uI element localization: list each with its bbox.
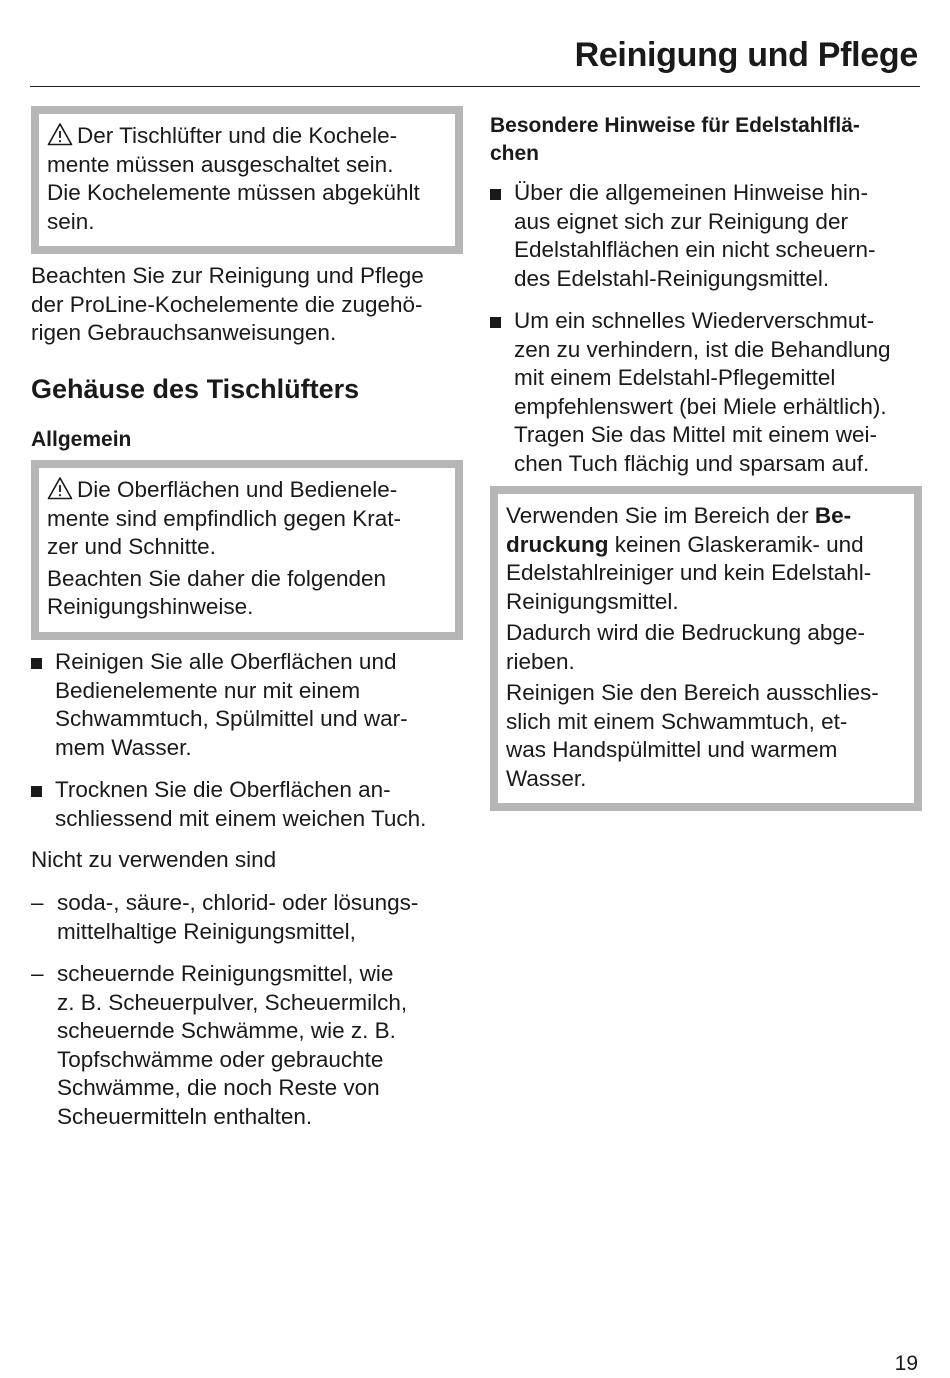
list-line: mit einem Edelstahl-Pflegemittel [514, 365, 836, 390]
list-line: Bedienelemente nur mit einem [55, 677, 361, 703]
page-title: Reinigung und Pflege [574, 36, 918, 74]
intro-line: Beachten Sie zur Reinigung und Pflege [31, 263, 424, 288]
note-text [506, 619, 906, 676]
list-line: empfehlenswert (bei Miele erhältlich). [514, 393, 887, 419]
list-item [490, 307, 922, 478]
list-line: aus eignet sich zur Reinigung der [514, 208, 848, 234]
sub-title: Allgemein [31, 428, 132, 451]
list-item [490, 179, 922, 293]
warning-line: Die Kochelemente müssen abgekühlt [47, 180, 420, 205]
list-line: scheuernde Reinigungsmittel, wie [57, 961, 394, 986]
warning-triangle-icon [47, 476, 73, 500]
note-line: Reinigen Sie den Bereich ausschlies- [506, 680, 879, 705]
list-line: Edelstahlflächen ein nicht scheuern- [514, 237, 876, 262]
list-line: scheuernde Schwämme, wie z. B. [57, 1018, 396, 1043]
list-line: Scheuermitteln enthalten. [57, 1103, 313, 1129]
warning-box-switch-off [31, 106, 463, 254]
cleaning-bullet-list [31, 648, 463, 833]
list-line: Tragen Sie das Mittel mit einem wei- [514, 422, 878, 447]
warning-text [47, 476, 447, 562]
note-line: slich mit einem Schwammtuch, et- [506, 708, 848, 734]
warning-line: Beachten Sie daher die folgenden [47, 565, 387, 591]
list-line: soda-, säure-, chlorid- oder lösungs- [57, 890, 419, 915]
list-item [31, 776, 463, 833]
warning-line: Die Oberflächen und Bedienele- [77, 477, 398, 502]
list-line: mittelhaltige Reinigungsmittel, [57, 918, 356, 944]
warning-line: sein. [47, 208, 95, 234]
heading-line: Besondere Hinweise für Edelstahlflä- [490, 114, 860, 137]
list-item [31, 960, 463, 1131]
list-line: Schwammtuch, Spülmittel und war- [55, 706, 408, 731]
list-line: Reinigen Sie alle Oberflächen und [55, 649, 397, 674]
list-item [31, 889, 463, 946]
list-line: Über die allgemeinen Hinweise hin- [514, 180, 868, 205]
stainless-heading [490, 112, 922, 168]
note-line: Reinigungsmittel. [506, 588, 679, 614]
list-line: z. B. Scheuerpulver, Scheuermilch, [57, 989, 408, 1015]
warning-line: mente müssen ausgeschaltet sein. [47, 151, 394, 177]
dash-marker: – [31, 961, 44, 986]
list-item [31, 648, 463, 762]
note-line: Dadurch wird die Bedruckung abge- [506, 620, 865, 645]
note-line: was Handspülmittel und warmem [506, 737, 838, 762]
list-line: Schwämme, die noch Reste von [57, 1075, 380, 1100]
list-line: Um ein schnelles Wiederverschmut- [514, 308, 875, 333]
heading-line: chen [490, 142, 540, 165]
dash-marker: – [31, 890, 44, 915]
warning-text [47, 122, 447, 236]
note-line: Edelstahlreiniger und kein Edelstahl- [506, 560, 872, 585]
intro-paragraph [31, 262, 463, 348]
warning-line: Reinigungshinweise. [47, 594, 254, 619]
list-line: Topfschwämme oder gebrauchte [57, 1046, 384, 1072]
note-bold: druckung [506, 531, 609, 557]
warning-line: zer und Schnitte. [47, 534, 216, 559]
section-title: Gehäuse des Tischlüfters [31, 374, 360, 404]
note-line: rieben. [506, 648, 575, 674]
note-box-printing [490, 486, 922, 811]
intro-line: rigen Gebrauchsanweisungen. [31, 320, 337, 345]
note-line: Verwenden Sie im Bereich der [506, 503, 815, 528]
warning-line: Der Tischlüfter und die Kochele- [77, 123, 398, 148]
warning-triangle-icon [47, 122, 73, 146]
page-number: 19 [894, 1352, 918, 1375]
stainless-bullet-list [490, 179, 922, 478]
list-line: des Edelstahl-Reinigungsmittel. [514, 265, 830, 291]
note-line: Wasser. [506, 765, 587, 791]
warning-line: mente sind empfindlich gegen Krat- [47, 505, 401, 531]
note-bold: Be- [814, 503, 852, 528]
not-use-label: Nicht zu verwenden sind [31, 847, 277, 872]
warning-text [47, 565, 447, 622]
list-line: chen Tuch flächig und sparsam auf. [514, 450, 870, 476]
warning-box-surfaces [31, 460, 463, 640]
list-line: schliessend mit einem weichen Tuch. [55, 805, 427, 831]
note-line: keinen Glaskeramik- und [608, 531, 864, 557]
not-use-list [31, 889, 463, 1131]
note-text [506, 502, 906, 616]
list-line: zen zu verhindern, ist die Behandlung [514, 336, 891, 362]
list-line: mem Wasser. [55, 734, 192, 760]
header-rule [30, 86, 920, 87]
note-text [506, 679, 906, 793]
intro-line: der ProLine-Kochelemente die zugehö- [31, 291, 423, 317]
list-line: Trocknen Sie die Oberflächen an- [55, 777, 391, 802]
